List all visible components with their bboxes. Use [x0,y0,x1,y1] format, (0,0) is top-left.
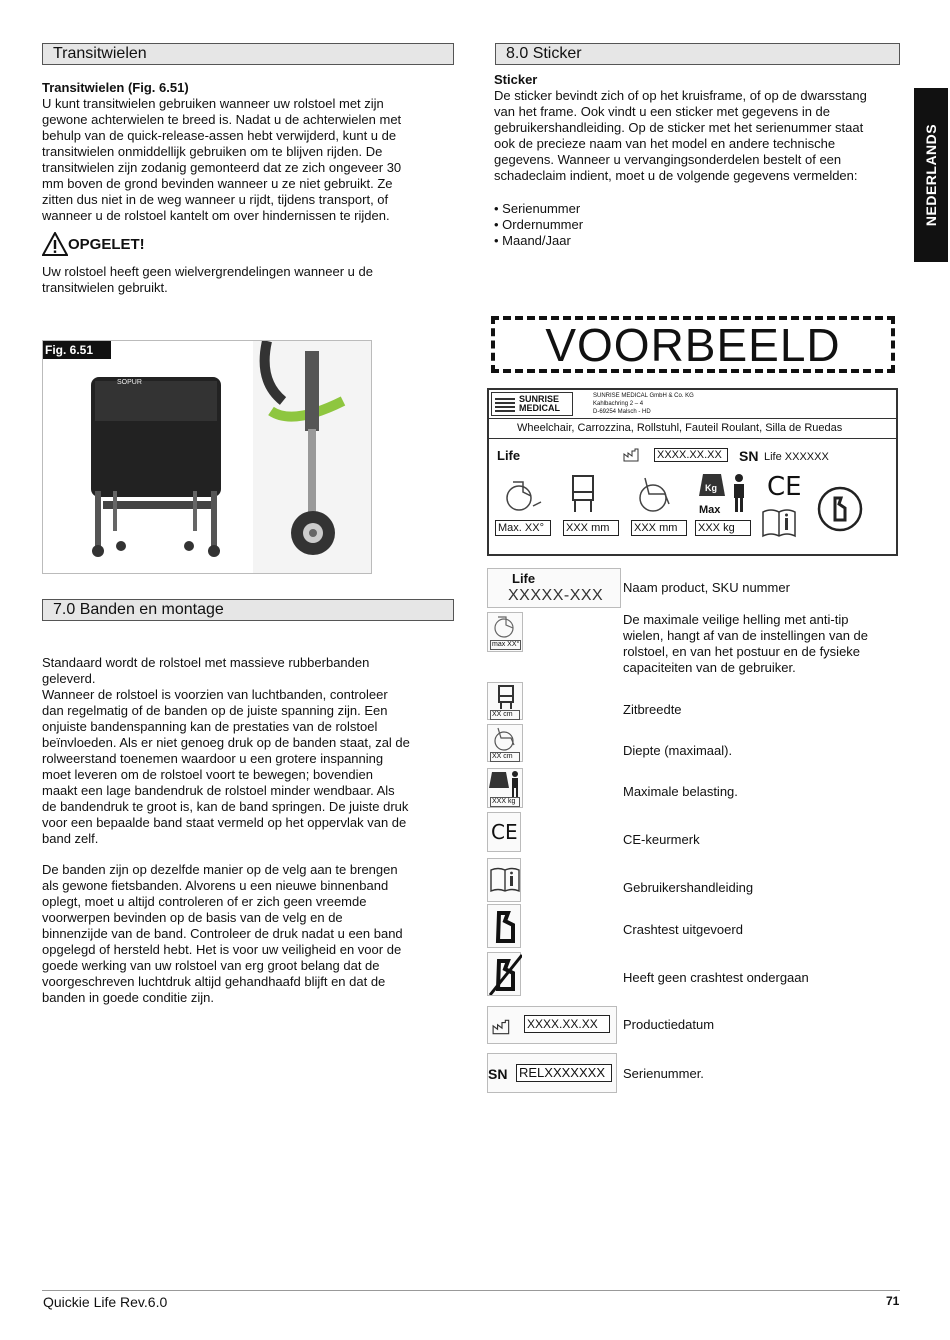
width-box: XXX mm [563,520,619,536]
page-number: 71 [886,1294,900,1308]
sn-value: Life XXXXXX [764,451,829,463]
seat-width-icon [567,474,599,514]
data-bullet-list [494,201,694,249]
figure-brand: SOPUR [117,379,142,386]
max-label: Max [699,504,721,516]
kg-label: Kg [705,483,717,493]
legend-icon-text: XXX kg [490,797,520,807]
sunrise-logo [491,392,573,416]
product-line: Wheelchair, Carrozzina, Rollstuhl, Fauteil Roulant, Silla de Ruedas [517,422,843,434]
legend-item: Productiedatum [623,1017,715,1032]
figure-transit-wheels [42,340,372,574]
sunrise-logo-icon [495,398,515,412]
transit-subheading: Transitwielen (Fig. 6.51) [42,80,189,95]
legend-icon-text: RELXXXXXXX [516,1064,612,1082]
slope-icon [503,476,543,514]
language-tab [914,88,948,262]
legend-icon-text: XXXXX-XXX [508,587,604,604]
legend-icon-text: SN [488,1066,508,1082]
example-sticker [487,388,898,556]
model-name: Life [497,448,521,463]
legend-icon-manual [487,858,521,902]
footer-divider [42,1290,900,1291]
footer-title: Quickie Life Rev.6.0 [43,1294,168,1310]
legend-icon-text: CE [491,820,518,844]
legend-icon-seat-width [487,682,523,720]
wheelchair-photo [43,341,372,574]
legend-icon-text: XXXX.XX.XX [524,1015,610,1033]
max-angle-box: Max. XX° [495,520,551,536]
legend-icon-serial-number [487,1053,617,1093]
legend-item: Gebruikershandleiding [623,880,754,895]
transit-section [42,80,454,224]
legend-icon-no-crashtest [487,952,521,996]
example-banner: VOORBEELD [491,316,895,373]
legend-icon-max-load [487,768,523,808]
warning-icon [42,232,68,256]
sticker-section [494,72,910,184]
warning-title: OPGELET! [68,236,145,253]
sticker-heading: 8.0 Sticker [495,43,900,65]
warning-block [42,232,242,258]
manufacture-date-box: XXXX.XX.XX [654,448,728,462]
legend-icon-text: Life [512,571,536,586]
factory-icon [623,448,641,462]
manual-icon [761,508,797,538]
person-icon [731,474,747,514]
warning-body: Uw rolstoel heeft geen wielvergrendelingen wanneer u de transitwielen gebruikt. [42,264,373,295]
sticker-subheading: Sticker [494,72,538,87]
language-tab-label: NEDERLANDS [923,123,939,227]
legend-item: Serienummer. [623,1066,704,1081]
legend-icon-ce [487,812,521,852]
legend-item: Heeft geen crashtest ondergaan [623,970,809,985]
legend-icon-product-name [487,568,621,608]
tyres-body-1: Standaard wordt de rolstoel met massieve rubberbanden geleverd. Wanneer de rolstoel is voorzien van luchtbanden, controleer dan regelmatig of de banden op de juiste spanning zijn. Een onjuiste bandenspanning kan de prestaties van de rolstoel beïnvloeden. Als er niet genoeg druk op de banden staat, zal de rolweerstand toenemen waardoor u een grotere inspanning moet leveren om de rolstoel voort te bewegen; bovendien maakt een lage bandendruk de rolstoel minder wendbaar. Als de bandendruk te groot is, kan de band springen. De juiste druk voor een bepaalde band staat vermeld op het oppervlak van de band zelf. [42,655,410,846]
ce-mark-icon: CE [767,472,802,502]
legend-item: Maximale belasting. [623,784,738,799]
figure-label: Fig. 6.51 [43,341,111,359]
factory-icon [492,1019,512,1035]
sunrise-logo-text: SUNRISE MEDICAL [519,394,560,413]
legend-icon-text: XX cm [490,752,520,762]
legend-item: Zitbreedte [623,702,682,717]
bullet-item: • Serienummer [494,201,581,216]
legend-icon-production-date [487,1006,617,1044]
tyres-body-2: De banden zijn op dezelfde manier op de velg aan te brengen als gewone fietsbanden. Alvorens u een nieuwe binnenband oplegt, moet u altijd controleren of er zich geen vreemde voorwerpen bevinden op de basis van de velg en de binnenzijde van de band. Controleer de druk nadat u een band opgelegd of hersteld hebt. Het is voor uw veiligheid en voor de goede werking van uw rolstoel van erg groot belang dat de voorgeschreven luchtdruk altijd gehandhaafd blijft en dat de banden in goede conditie zijn. [42,862,403,1005]
legend-icon-text: max XX° [492,641,520,648]
weight-box: XXX kg [695,520,751,536]
legend-item: Naam product, SKU nummer [623,580,790,595]
bullet-item: • Ordernummer [494,217,584,232]
legend-item: Crashtest uitgevoerd [623,922,743,937]
legend-icon-seat-depth [487,724,523,762]
depth-box: XXX mm [631,520,687,536]
seat-depth-icon [635,474,677,514]
legend-item: CE-keurmerk [623,832,700,847]
legend-item: De maximale veilige helling met anti-tip wielen, hangt af van de instellingen van de rolstoel, en van het postuur en de fysieke capaciteiten van de gebruiker. [623,612,869,675]
manufacturer-address: SUNRISE MEDICAL GmbH & Co. KG Kahlbachring 2 – 4 D-69254 Malsch - HD [593,393,694,415]
crashtest-icon [817,486,863,532]
legend-icon-slope [487,612,523,652]
sn-label: SN [739,448,759,464]
legend-icon-text: XX cm [490,710,520,720]
legend-icon-crashtest [487,904,521,948]
transit-body: U kunt transitwielen gebruiken wanneer uw rolstoel met zijn gewone achterwielen te breed is. Nadat u de achterwielen met behulp van de quick-release-assen hebt verwijderd, kunt u de transitwielen onmiddellijk gebruiken om te blijven rijden. De transitwielen zijn zodanig gemonteerd dat ze zich ongeveer 30 mm boven de grond bevinden wanneer u ze niet gebruikt. Ze zitten dus niet in de weg wanneer u rijdt, tijdens transport, of wanneer u de rolstoel kantelt om over hindernissen te rijden. [42,96,402,223]
bullet-item: • Maand/Jaar [494,233,571,248]
legend-item: Diepte (maximaal). [623,743,733,758]
tyres-heading: 7.0 Banden en montage [42,599,454,621]
transit-heading: Transitwielen [42,43,454,65]
sticker-body: De sticker bevindt zich of op het kruisframe, of op de dwarsstang van het frame. Ook vindt u een sticker met gegevens in de gebruikershandleiding. Op de sticker met het serienummer staat ook de precieze naam van het model en andere technische gegevens. Wanneer u vervangingsonderdelen bestelt of een schadeclaim indient, moet u de volgende gegevens vermelden: [494,88,867,183]
